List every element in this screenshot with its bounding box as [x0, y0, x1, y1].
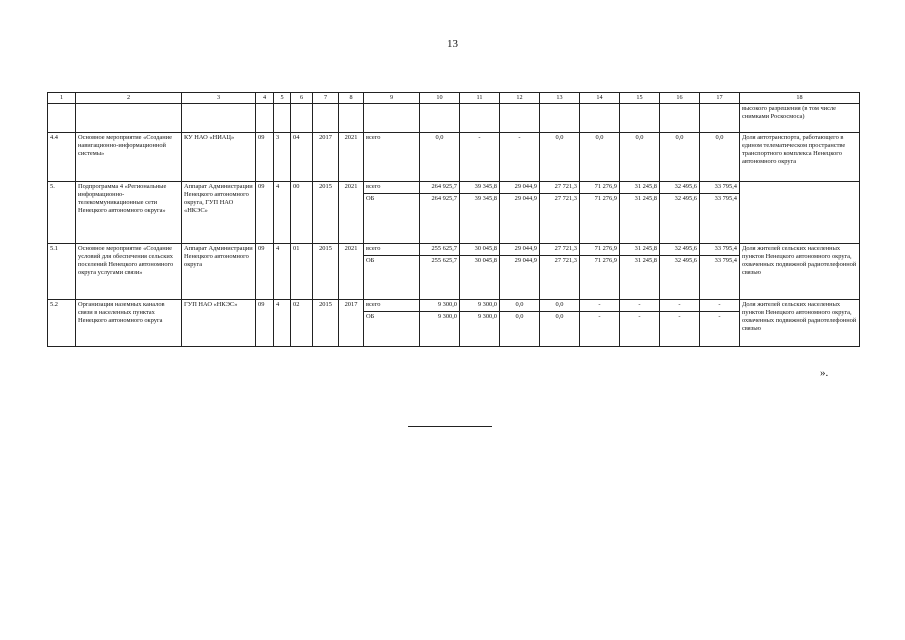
header-cell: 12 [500, 93, 540, 104]
amount-cell: 0,0 [580, 132, 620, 181]
table-cell [420, 103, 460, 132]
amount-cell: 39 345,8 [460, 193, 500, 243]
indicator-text: Доля жителей сельских населенных пунктов Ненецкого автономного округа, охваченных подвижной радиотелефонной связью [740, 243, 860, 299]
table-cell [256, 103, 274, 132]
amount-cell: 27 721,3 [540, 193, 580, 243]
code-cell: 00 [291, 181, 313, 243]
amount-cell: 27 721,3 [540, 255, 580, 299]
amount-cell: 71 276,9 [580, 255, 620, 299]
amount-cell: 27 721,3 [540, 243, 580, 255]
table-row-4-4 [48, 132, 860, 181]
table-cell [364, 103, 420, 132]
code-cell: 4 [274, 299, 291, 346]
amount-cell: - [460, 132, 500, 181]
code-cell: 3 [274, 132, 291, 181]
activity-name: Основное мероприятие «Создание навигационно-информационной системы» [76, 132, 182, 181]
table-cell [540, 103, 580, 132]
amount-cell: 30 045,8 [460, 243, 500, 255]
code-cell: 09 [256, 181, 274, 243]
header-cell: 1 [48, 93, 76, 104]
amount-cell: 39 345,8 [460, 181, 500, 193]
executor: Аппарат Администрации Ненецкого автономного округа, ГУП НАО «НКЭС» [182, 181, 256, 243]
table-cell [620, 103, 660, 132]
header-cell: 14 [580, 93, 620, 104]
indicator-text [740, 181, 860, 243]
table-cell [660, 103, 700, 132]
header-cell: 4 [256, 93, 274, 104]
amount-cell: - [500, 132, 540, 181]
amount-cell: 32 495,6 [660, 181, 700, 193]
amount-cell: 32 495,6 [660, 255, 700, 299]
header-cell: 16 [660, 93, 700, 104]
table-row-5-2 [48, 299, 860, 311]
indicator-text: высокого разрешения (в том числе снимками Роскосмоса) [740, 103, 860, 132]
amount-cell: 33 795,4 [700, 255, 740, 299]
header-cell: 10 [420, 93, 460, 104]
executor: ГУП НАО «НКЭС» [182, 299, 256, 346]
row-number: 5.1 [48, 243, 76, 299]
amount-cell: - [700, 299, 740, 311]
indicator-text: Доля автотранспорта, работающего в едином телематическом пространстве транспортного комплекса Ненецкого автономного округа [740, 132, 860, 181]
funding-source: всего [364, 181, 420, 193]
table-cell [76, 103, 182, 132]
table-cell [182, 103, 256, 132]
executor: КУ НАО «НИАЦ» [182, 132, 256, 181]
amount-cell: 264 925,7 [420, 193, 460, 243]
program-table [47, 92, 860, 347]
header-cell: 9 [364, 93, 420, 104]
amount-cell: 32 495,6 [660, 193, 700, 243]
amount-cell: 33 795,4 [700, 243, 740, 255]
amount-cell: 9 300,0 [460, 299, 500, 311]
header-cell: 5 [274, 93, 291, 104]
amount-cell: 0,0 [540, 299, 580, 311]
start-year: 2015 [313, 299, 339, 346]
separator-line [408, 426, 492, 427]
funding-source: ОБ [364, 311, 420, 346]
amount-cell: - [660, 299, 700, 311]
funding-source: ОБ [364, 193, 420, 243]
funding-source: всего [364, 132, 420, 181]
table-cell [48, 103, 76, 132]
amount-cell: 33 795,4 [700, 193, 740, 243]
table-cell [500, 103, 540, 132]
amount-cell: 0,0 [620, 132, 660, 181]
table-cell [580, 103, 620, 132]
table-cell [313, 103, 339, 132]
header-cell: 6 [291, 93, 313, 104]
continuation-row [48, 103, 860, 132]
code-cell: 02 [291, 299, 313, 346]
code-cell: 4 [274, 181, 291, 243]
table-row-5 [48, 181, 860, 193]
code-cell: 09 [256, 299, 274, 346]
header-cell: 7 [313, 93, 339, 104]
amount-cell: 29 044,9 [500, 243, 540, 255]
amount-cell: 264 925,7 [420, 181, 460, 193]
amount-cell: 71 276,9 [580, 243, 620, 255]
start-year: 2015 [313, 181, 339, 243]
activity-name: Организация наземных каналов связи в населенных пунктах Ненецкого автономного округа [76, 299, 182, 346]
funding-source: ОБ [364, 255, 420, 299]
header-cell: 2 [76, 93, 182, 104]
header-cell: 17 [700, 93, 740, 104]
amount-cell: 29 044,9 [500, 181, 540, 193]
amount-cell: 30 045,8 [460, 255, 500, 299]
amount-cell: 27 721,3 [540, 181, 580, 193]
start-year: 2015 [313, 243, 339, 299]
funding-source: всего [364, 243, 420, 255]
row-number: 5. [48, 181, 76, 243]
amount-cell: 255 625,7 [420, 255, 460, 299]
header-row [48, 93, 860, 104]
code-cell: 09 [256, 132, 274, 181]
header-cell: 15 [620, 93, 660, 104]
funding-source: всего [364, 299, 420, 311]
amount-cell: 32 495,6 [660, 243, 700, 255]
activity-name: Подпрограмма 4 «Региональные информационно-телекоммуникационные сети Ненецкого автономного округа» [76, 181, 182, 243]
amount-cell: 0,0 [500, 299, 540, 311]
closing-quote-mark: ». [820, 367, 829, 379]
table-cell [339, 103, 364, 132]
amount-cell: 9 300,0 [420, 299, 460, 311]
header-cell: 8 [339, 93, 364, 104]
code-cell: 4 [274, 243, 291, 299]
code-cell: 09 [256, 243, 274, 299]
amount-cell: - [660, 311, 700, 346]
amount-cell: 0,0 [420, 132, 460, 181]
amount-cell: 71 276,9 [580, 181, 620, 193]
code-cell: 04 [291, 132, 313, 181]
page-number: 13 [447, 38, 458, 50]
amount-cell: - [580, 311, 620, 346]
activity-name: Основное мероприятие «Создание условий для обеспечения сельских поселений Ненецкого автономного округа услугами связи» [76, 243, 182, 299]
amount-cell: 9 300,0 [420, 311, 460, 346]
table-cell [291, 103, 313, 132]
amount-cell: 31 245,8 [620, 255, 660, 299]
amount-cell: 0,0 [540, 132, 580, 181]
table-cell [274, 103, 291, 132]
header-cell: 3 [182, 93, 256, 104]
header-cell: 11 [460, 93, 500, 104]
amount-cell: 0,0 [660, 132, 700, 181]
amount-cell: 71 276,9 [580, 193, 620, 243]
amount-cell: - [620, 311, 660, 346]
amount-cell: 0,0 [700, 132, 740, 181]
header-cell: 13 [540, 93, 580, 104]
table-cell [700, 103, 740, 132]
executor: Аппарат Администрации Ненецкого автономного округа [182, 243, 256, 299]
end-year: 2021 [339, 132, 364, 181]
amount-cell: 31 245,8 [620, 193, 660, 243]
amount-cell: 31 245,8 [620, 243, 660, 255]
amount-cell: 9 300,0 [460, 311, 500, 346]
table-cell [460, 103, 500, 132]
amount-cell: 31 245,8 [620, 181, 660, 193]
amount-cell: 0,0 [540, 311, 580, 346]
amount-cell: 29 044,9 [500, 193, 540, 243]
end-year: 2021 [339, 243, 364, 299]
row-number: 4.4 [48, 132, 76, 181]
end-year: 2017 [339, 299, 364, 346]
header-cell: 18 [740, 93, 860, 104]
amount-cell: 29 044,9 [500, 255, 540, 299]
amount-cell: - [700, 311, 740, 346]
start-year: 2017 [313, 132, 339, 181]
row-number: 5.2 [48, 299, 76, 346]
amount-cell: 255 625,7 [420, 243, 460, 255]
amount-cell: 0,0 [500, 311, 540, 346]
table-row-5-1 [48, 243, 860, 255]
amount-cell: 33 795,4 [700, 181, 740, 193]
end-year: 2021 [339, 181, 364, 243]
indicator-text: Доля жителей сельских населенных пунктов Ненецкого автономного округа, охваченных подвижной радиотелефонной связью [740, 299, 860, 346]
amount-cell: - [620, 299, 660, 311]
code-cell: 01 [291, 243, 313, 299]
amount-cell: - [580, 299, 620, 311]
